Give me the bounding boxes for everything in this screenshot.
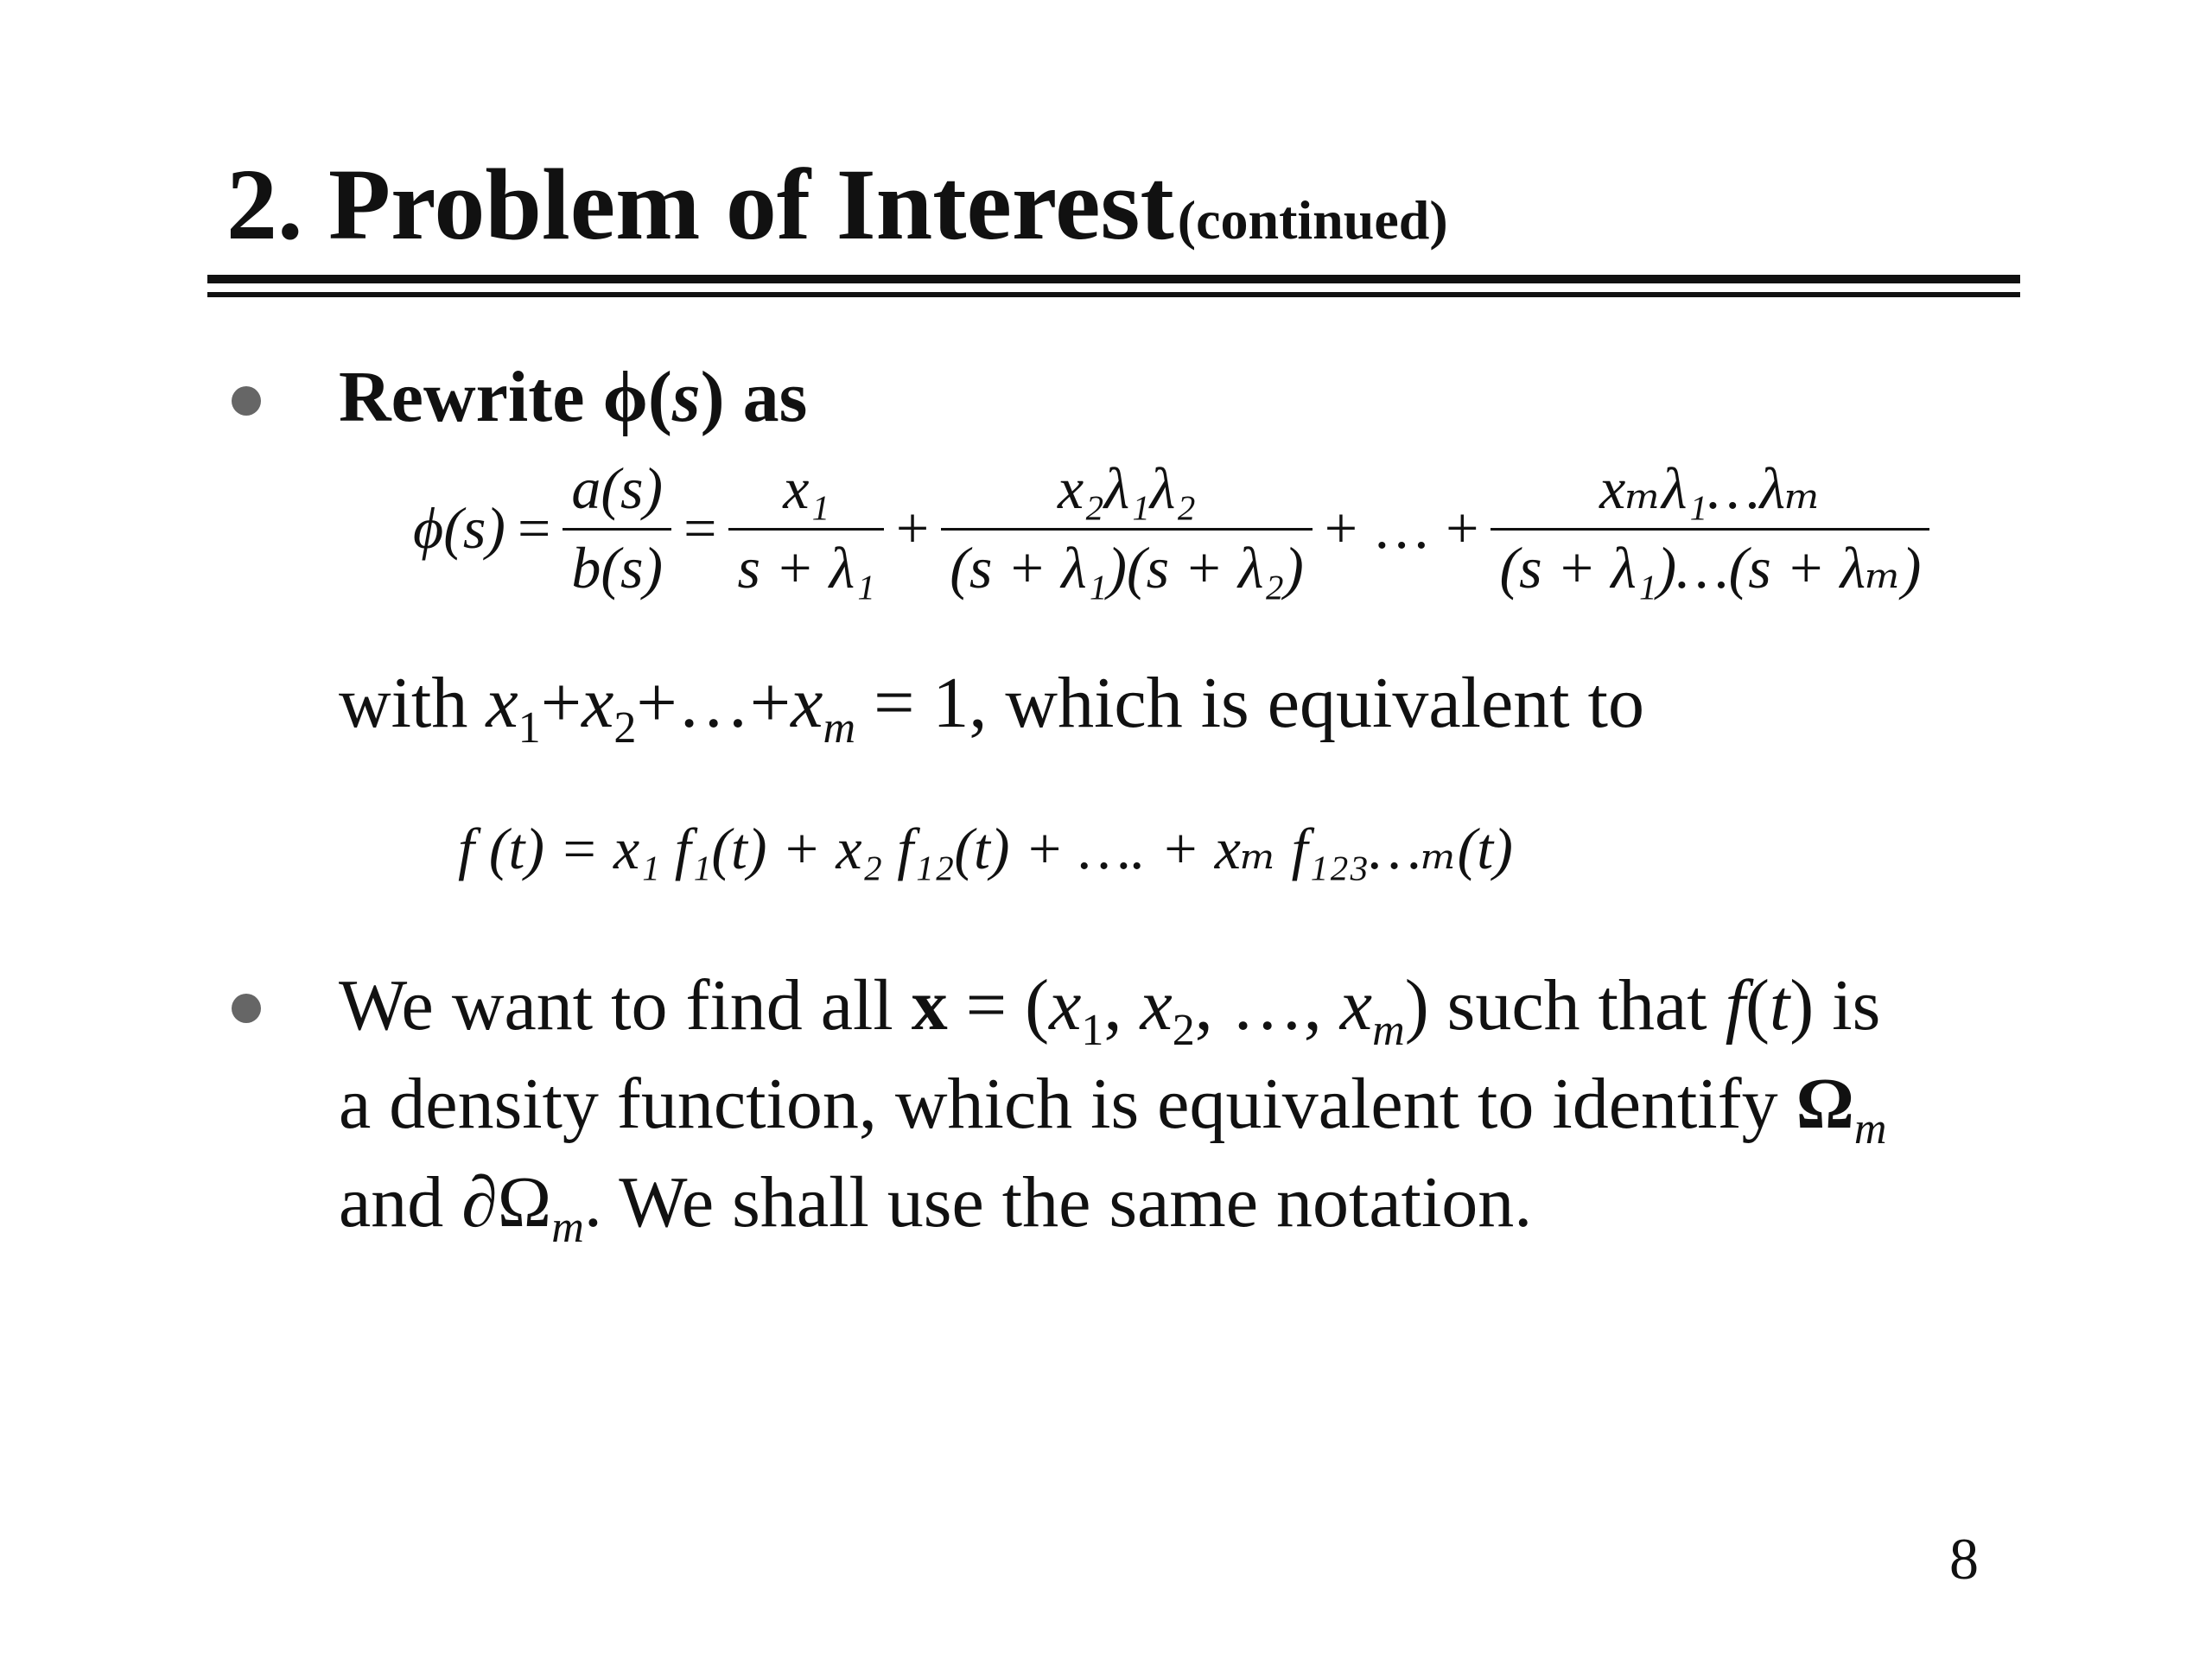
equation-density-mixture: f (t) = x₁ f₁(t) + x₂ f₁₂(t) + …. + xₘ f₁₂₃…ₘ(t) [458,816,1513,881]
bold-x-vector: x [911,965,948,1046]
want-comma: , [1103,965,1141,1046]
x1-var: x [1049,965,1082,1046]
bullet2-line3 [339,1162,1533,1253]
omega-sub-m: m [1853,1104,1887,1154]
xm-var: x [791,663,823,743]
title-rule-thick [207,275,2020,283]
want-line3-a: and ∂Ω [339,1162,552,1243]
fraction-bar [941,528,1312,531]
xm-sub: m [1372,1006,1405,1056]
xm-var: x [1339,965,1373,1046]
eq1-term1-den: s + λ₁ [737,535,875,601]
paren-open: ( [647,357,672,437]
eq1-plus: + [895,495,930,562]
ellipsis-sum: +…+ [636,663,791,743]
want-text-f: is [1814,965,1881,1046]
equation-phi-expansion [413,455,1929,601]
eq1-frac-term1 [728,455,883,601]
x2-var: x [1140,965,1173,1046]
page-number: 8 [1949,1526,1979,1592]
eq1-lhs-phi: ϕ [413,495,444,562]
fraction-bar [1491,528,1929,531]
s-var: s [671,357,701,437]
rewrite-word: Rewrite [339,357,585,437]
eq1-equals-2: = [683,495,717,562]
eq1-frac-ab-num: a(s) [571,455,664,521]
want-text-a: We want to find all [339,965,912,1046]
x2-sub: 2 [613,703,637,753]
plus-sign: + [540,663,582,743]
bullet1-lead [339,357,808,437]
title-rule-thin [207,292,2020,297]
phi-symbol: ϕ [602,357,648,437]
slide-title [226,148,1448,261]
want-line2: a density function, which is equivalent to identify [339,1064,1796,1144]
eq1-frac-termm [1491,455,1929,601]
eq1-termm-num: xₘλ₁…λₘ [1599,455,1821,521]
constraint-sentence [339,663,1644,753]
with-prefix: with [339,663,486,743]
x2-sub: 2 [1172,1006,1195,1056]
with-suffix: = 1, which is equivalent to [855,663,1644,743]
title-main: 2. Problem of Interest [226,148,1174,261]
title-subtitle: (continued) [1177,189,1448,251]
fraction-bar [563,528,671,531]
bullet-dot-icon [232,994,261,1023]
eq1-term1-num: x₁ [783,455,830,521]
eq1-termm-den: (s + λ₁)…(s + λₘ) [1499,535,1922,601]
x1-var: x [486,663,518,743]
eq1-lhs-args: (s) [443,495,505,562]
bullet2-line2 [339,1064,1887,1154]
bullet-dot-icon [232,386,261,416]
eq1-frac-ab-den: b(s) [571,535,664,601]
x1-sub: 1 [518,703,541,753]
xm-sub: m [823,703,856,753]
eq1-frac-term2 [941,455,1312,601]
want-line3-b: . We shall use the same notation. [583,1162,1533,1243]
eq1-equals-1: = [517,495,551,562]
x2-var: x [582,663,614,743]
boundary-omega-sub-m: m [551,1203,584,1253]
want-text-e: ) such that [1404,965,1726,1046]
eq1-frac-ab [563,455,671,601]
t-var: t [1769,965,1790,1046]
want-text-b: = ( [947,965,1050,1046]
f-var: f [1725,965,1745,1046]
want-ellipsis: , …, [1194,965,1340,1046]
eq1-dots: + … + [1324,495,1479,562]
eq1-term2-num: x₂λ₁λ₂ [1057,455,1196,521]
paren-close-as: ) as [700,357,808,437]
x1-sub: 1 [1081,1006,1104,1056]
fraction-bar [728,528,883,531]
bullet2-line1: We want to find all $x = (x_1$, $x_2$, …, $x_m$) such that f(t) is [339,965,1881,1056]
eq1-term2-den: (s + λ₁)(s + λ₂) [950,535,1304,601]
omega-bold: Ω [1796,1064,1854,1144]
